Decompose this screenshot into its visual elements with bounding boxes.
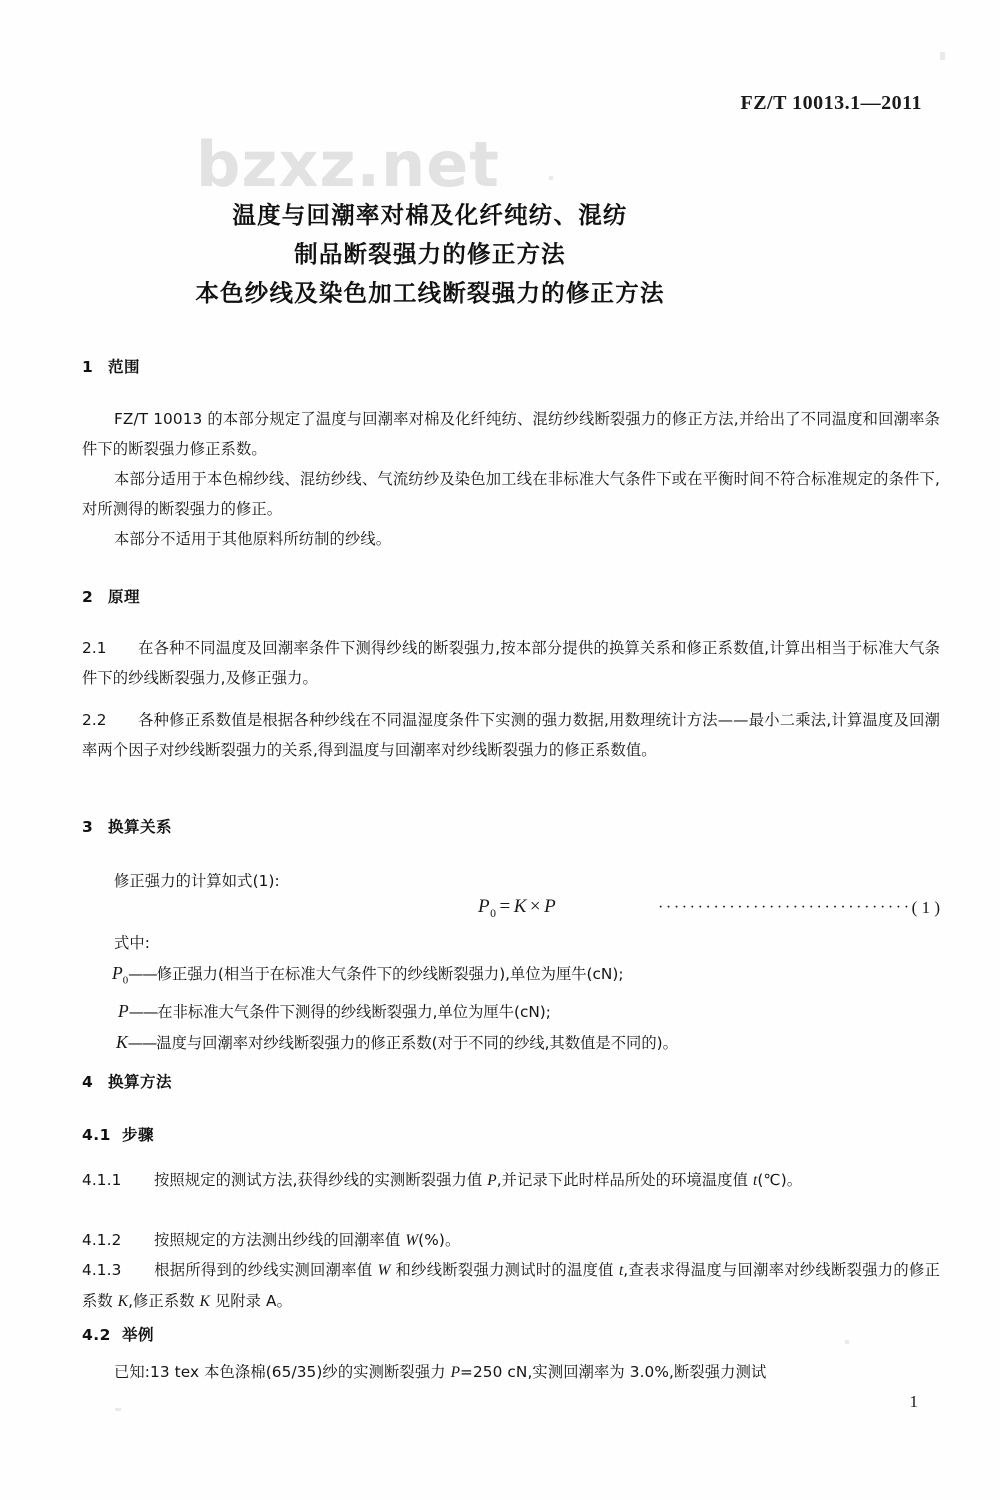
clause-4-1-2-text-b: (%)。 xyxy=(418,1231,461,1249)
section-number-1: 1 xyxy=(82,358,94,376)
clause-number-4-1-3: 4.1.3 xyxy=(82,1261,122,1279)
definition-dash: —— xyxy=(127,1033,157,1052)
scan-speckle xyxy=(549,176,553,180)
symbol-definition-k xyxy=(112,1027,942,1058)
scan-speckle xyxy=(940,52,945,60)
where-label: 式中: xyxy=(114,934,151,952)
symbol-k: K xyxy=(116,1031,128,1052)
symbol-definition-p0 xyxy=(112,958,942,996)
formula-symbol-p: P xyxy=(544,896,557,917)
section-number-4-1: 4.1 xyxy=(82,1126,111,1144)
symbol-p0: $P_0$ xyxy=(112,963,129,987)
formula-dot-leader: ································ xyxy=(657,899,912,916)
variable-t: t xyxy=(753,1172,758,1189)
formula-lead-in: 修正强力的计算如式(1): xyxy=(114,872,280,890)
clause-number-2-2: 2.2 xyxy=(82,711,107,729)
standard-code-header: FZ/T 10013.1—2011 xyxy=(740,92,922,114)
watermark-bzxz: bzxz.net xyxy=(196,128,500,201)
section-number-3: 3 xyxy=(82,818,94,836)
section-title-2: 原理 xyxy=(108,588,141,606)
section-number-4: 4 xyxy=(82,1073,94,1091)
formula-number: ( 1 ) xyxy=(911,898,940,917)
section-1-paragraph-2: 本部分适用于本色棉纱线、混纺纱线、气流纺纱及染色加工线在非标准大气条件下或在平衡时间不符合标准规定的条件下,对所测得的断裂强力的修正。 xyxy=(82,470,940,518)
clause-4-1-1 xyxy=(82,1165,940,1196)
clause-4-1-1-text-c: (℃)。 xyxy=(757,1171,803,1189)
page-title-line-2: 制品断裂强力的修正方法 xyxy=(294,240,566,268)
scan-speckle xyxy=(115,1408,121,1411)
example-text-a: 已知:13 tex 本色涤棉(65/35)纱的实测断裂强力 xyxy=(114,1363,451,1381)
formula-number-block xyxy=(658,898,940,918)
variable-p: P xyxy=(487,1172,497,1189)
section-heading-4 xyxy=(82,1070,172,1092)
clause-4-1-3-text-c: ,查表求得温度与回潮率对纱线断裂强力的修正系数 xyxy=(82,1261,940,1310)
section-title-4-2: 举例 xyxy=(122,1326,155,1344)
section-heading-4-1 xyxy=(82,1123,154,1145)
formula-row xyxy=(82,896,940,926)
section-title-4-1: 步骤 xyxy=(122,1126,155,1144)
clause-2-1 xyxy=(82,633,940,693)
section-number-4-2: 4.2 xyxy=(82,1326,111,1344)
clause-4-2-example-text xyxy=(82,1357,940,1388)
clause-4-1-1-text-b: ,并记录下此时样品所处的环境温度值 xyxy=(496,1171,753,1189)
formula-p0-equals-k-times-p xyxy=(478,896,556,921)
formula-multiply: × xyxy=(529,896,542,917)
formula-symbol-p0: P xyxy=(478,896,491,917)
page-number: 1 xyxy=(909,1392,918,1411)
clause-4-1-1-text-a: 按照规定的测试方法,获得纱线的实测断裂强力值 xyxy=(154,1171,488,1189)
formula-symbol-k: K xyxy=(513,896,527,917)
variable-k: K xyxy=(199,1293,210,1310)
section-heading-3 xyxy=(82,815,172,837)
section-1-paragraph-3: 本部分不适用于其他原料所纺制的纱线。 xyxy=(114,530,392,548)
symbol-p0-description: 修正强力(相当于在标准大气条件下的纱线断裂强力),单位为厘牛(cN); xyxy=(156,965,624,983)
section-title-4: 换算方法 xyxy=(108,1073,173,1091)
clause-text-2-1: 在各种不同温度及回潮率条件下测得纱线的断裂强力,按本部分提供的换算关系和修正系数值,计算出相当于标准大气条件下的纱线断裂强力,及修正强力。 xyxy=(82,639,940,687)
section-number-2: 2 xyxy=(82,588,94,606)
section-heading-2 xyxy=(82,585,140,607)
section-heading-1 xyxy=(82,355,140,377)
definition-dash: —— xyxy=(128,1002,158,1021)
formula-subscript-0: 0 xyxy=(490,906,497,920)
clause-4-1-2-text-a: 按照规定的方法测出纱线的回潮率值 xyxy=(154,1231,406,1249)
clause-2-2 xyxy=(82,705,940,765)
example-text-b: =250 cN,实测回潮率为 3.0%,断裂强力测试 xyxy=(460,1363,767,1381)
section-title-3: 换算关系 xyxy=(108,818,173,836)
clause-4-1-3-text-e: 见附录 A。 xyxy=(209,1292,292,1310)
formula-equals: = xyxy=(499,896,511,917)
clause-4-1-2 xyxy=(82,1225,940,1256)
section-title-1: 范围 xyxy=(108,358,141,376)
clause-4-1-3-text-d: ,修正系数 xyxy=(128,1292,200,1310)
variable-w: W xyxy=(405,1232,419,1249)
symbol-k-description: 温度与回潮率对纱线断裂强力的修正系数(对于不同的纱线,其数值是不同的)。 xyxy=(156,1033,678,1052)
symbol-p-description: 在非标准大气条件下测得的纱线断裂强力,单位为厘牛(cN); xyxy=(157,1002,551,1021)
variable-t: t xyxy=(618,1262,624,1279)
variable-p: P xyxy=(450,1364,461,1381)
clause-4-1-3-text-b: 和纱线断裂强力测试时的温度值 xyxy=(390,1261,619,1279)
page-title-line-1: 温度与回潮率对棉及化纤纯纺、混纺 xyxy=(232,201,628,229)
definition-dash: —— xyxy=(128,965,157,983)
clause-4-1-3 xyxy=(82,1255,940,1317)
variable-w: W xyxy=(377,1262,391,1279)
symbol-p: P xyxy=(118,1000,129,1021)
clause-text-2-2: 各种修正系数值是根据各种纱线在不同温湿度条件下实测的强力数据,用数理统计方法——最小二乘法,计算温度及回潮率两个因子对纱线断裂强力的关系,得到温度与回潮率对纱线断裂强力的修正系数值。 xyxy=(82,711,940,759)
symbol-definition-p xyxy=(112,996,942,1027)
page-title-line-3: 本色纱线及染色加工线断裂强力的修正方法 xyxy=(195,279,665,307)
clause-number-4-1-1: 4.1.1 xyxy=(82,1171,122,1189)
variable-k: K xyxy=(117,1293,129,1310)
section-1-paragraph-1: FZ/T 10013 的本部分规定了温度与回潮率对棉及化纤纯纺、混纺纱线断裂强力的修正方法,并给出了不同温度和回潮率条件下的断裂强力修正系数。 xyxy=(82,410,940,458)
scan-speckle xyxy=(845,1340,849,1344)
symbol-definition-list xyxy=(112,958,942,1058)
section-heading-4-2 xyxy=(82,1323,154,1345)
clause-4-1-3-text-a: 根据所得到的纱线实测回潮率值 xyxy=(154,1261,378,1279)
clause-number-4-1-2: 4.1.2 xyxy=(82,1231,122,1249)
clause-number-2-1: 2.1 xyxy=(82,639,107,657)
